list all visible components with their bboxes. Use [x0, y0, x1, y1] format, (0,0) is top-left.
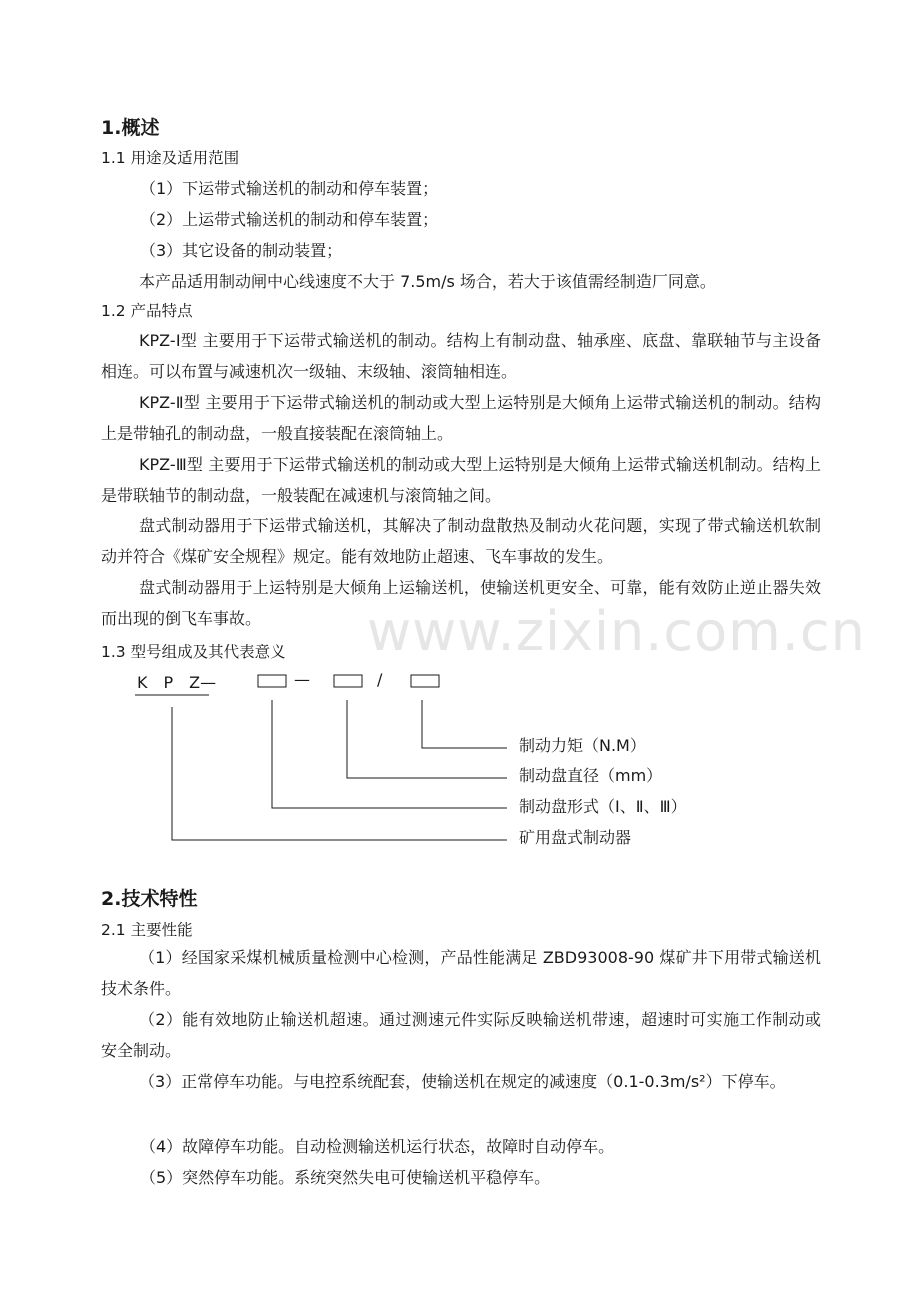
speed-note: 本产品适用制动闸中心线速度不大于 7.5m/s 场合，若大于该值需经制造厂同意。: [139, 272, 716, 291]
usage-item-1: （1）下运带式输送机的制动和停车装置；: [140, 179, 439, 198]
performance-4: （4）故障停车功能。自动检测输送机运行状态，故障时自动停车。: [140, 1137, 615, 1156]
feature-downhill: 盘式制动器用于下运带式输送机，其解决了制动盘散热及制动火花问题，实现了带式输送机软制动并符合《煤矿安全规程》规定。能有效地防止超速、飞车事故的发生。: [101, 516, 821, 566]
section-1-2-title: 1.2 产品特点: [101, 302, 193, 320]
feature-uphill: 盘式制动器用于上运特别是大倾角上运输送机，使输送机更安全、可靠，能有效防止逆止器失效而出现的倒飞车事故。: [101, 578, 821, 628]
section-1-3-title: 1.3 型号组成及其代表意义: [101, 643, 286, 661]
label-torque: 制动力矩（N.M）: [519, 736, 646, 755]
feature-kpz-1: KPZ-Ⅰ型 主要用于下运带式输送机的制动。结构上有制动盘、轴承座、底盘、靠联轴节与主设备相连。可以布置与减速机次一级轴、末级轴、滚筒轴相连。: [101, 331, 821, 381]
model-slash: /: [377, 670, 383, 689]
performance-3: （3）正常停车功能。与电控系统配套，使输送机在规定的减速度（0.1-0.3m/s²）下停车。: [139, 1072, 786, 1091]
label-form: 制动盘形式（Ⅰ、Ⅱ、Ⅲ）: [519, 797, 687, 816]
leader-torque: [422, 700, 507, 748]
section-1-title: 1.概述: [101, 117, 160, 139]
box-form: [258, 675, 286, 687]
model-prefix: K P Z—: [137, 673, 217, 692]
usage-item-2: （2）上运带式输送机的制动和停车装置；: [140, 210, 439, 229]
label-mine-brake: 矿用盘式制动器: [519, 828, 632, 847]
performance-5: （5）突然停车功能。系统突然失电可使输送机平稳停车。: [140, 1168, 551, 1187]
box-torque: [411, 675, 439, 687]
performance-1: （1）经国家采煤机械质量检测中心检测，产品性能满足 ZBD93008-90 煤矿井下用带式输送机技术条件。: [101, 948, 821, 998]
performance-2: （2）能有效地防止输送机超速。通过测速元件实际反映输送机带速，超速时可实施工作制动或安全制动。: [101, 1010, 821, 1060]
feature-kpz-2: KPZ-Ⅱ型 主要用于下运带式输送机的制动或大型上运特别是大倾角上运带式输送机的制动。结构上是带轴孔的制动盘，一般直接装配在滚筒轴上。: [101, 393, 821, 443]
section-1-1-title: 1.1 用途及适用范围: [101, 149, 240, 167]
section-2-title: 2.技术特性: [101, 888, 198, 910]
watermark: www.zixin.com.cn: [367, 600, 866, 663]
leader-mine: [172, 707, 507, 840]
feature-kpz-3: KPZ-Ⅲ型 主要用于下运带式输送机的制动或大型上运特别是大倾角上运带式输送机制动。结构上是带联轴节的制动盘，一般装配在减速机与滚筒轴之间。: [101, 455, 821, 505]
label-diameter: 制动盘直径（mm）: [519, 766, 663, 785]
box-diameter: [334, 675, 362, 687]
leader-diameter: [347, 700, 507, 778]
section-2-1-title: 2.1 主要性能: [101, 921, 193, 939]
usage-item-3: （3）其它设备的制动装置；: [140, 241, 343, 260]
model-dash: —: [294, 670, 310, 689]
leader-form: [272, 700, 507, 808]
